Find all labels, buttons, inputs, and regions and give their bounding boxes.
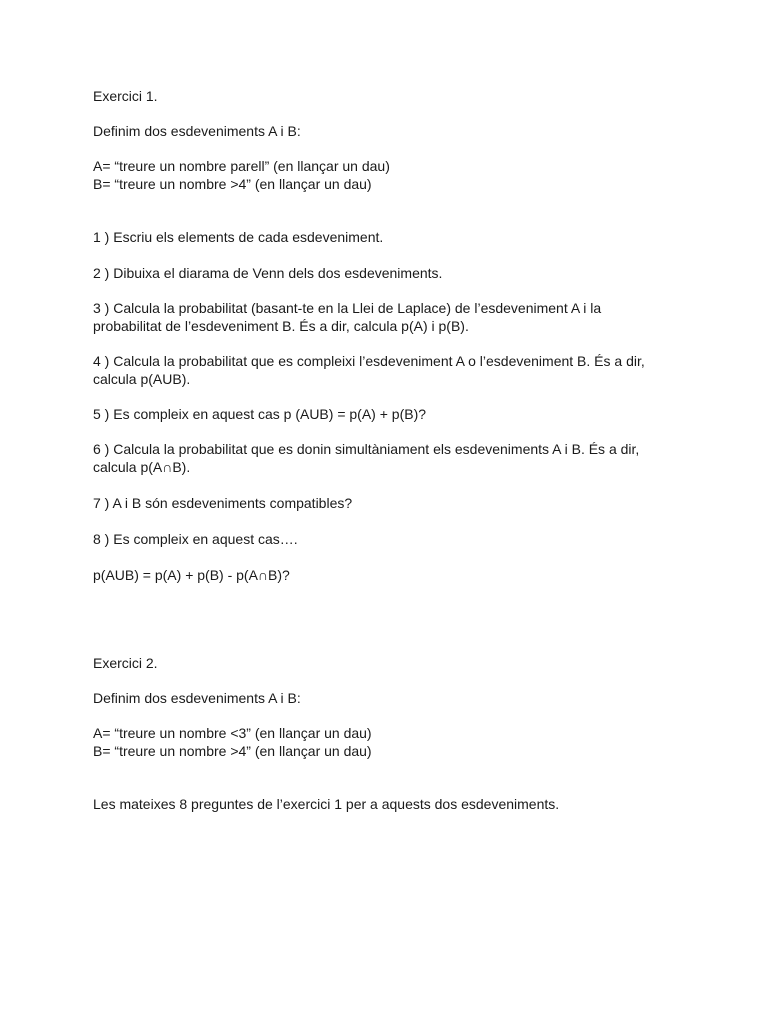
- exercise-2-event-b: B= “treure un nombre >4” (en llançar un dau): [93, 743, 372, 759]
- question-3-line-1: 3 ) Calcula la probabilitat (basant-te en la Llei de Laplace) de l’esdeveniment A i la: [93, 300, 602, 316]
- exercise-2-note: Les mateixes 8 preguntes de l’exercici 1 per a aquests dos esdeveniments.: [93, 796, 560, 812]
- question-8: 8 ) Es compleix en aquest cas….: [93, 531, 298, 547]
- question-2: 2 ) Dibuixa el diarama de Venn dels dos esdeveniments.: [93, 265, 443, 281]
- exercise-1-event-a: A= “treure un nombre parell” (en llançar un dau): [93, 158, 390, 174]
- question-3-line-2: probabilitat de l’esdeveniment B. És a dir, calcula p(A) i p(B).: [93, 318, 469, 334]
- question-6-line-1: 6 ) Calcula la probabilitat que es donin simultàniament els esdeveniments A i B. És a dir,: [93, 441, 640, 457]
- question-6-line-2: calcula p(A∩B).: [93, 459, 191, 475]
- exercise-2-event-a: A= “treure un nombre <3” (en llançar un dau): [93, 725, 372, 741]
- question-1: 1 ) Escriu els elements de cada esdeveniment.: [93, 229, 384, 245]
- exercise-2-intro: Definim dos esdeveniments A i B:: [93, 690, 301, 706]
- exercise-1-event-b: B= “treure un nombre >4” (en llançar un dau): [93, 176, 372, 192]
- exercise-2-title: Exercici 2.: [93, 655, 158, 671]
- question-7: 7 ) A i B són esdeveniments compatibles?: [93, 495, 353, 511]
- question-8-formula: p(AUB) = p(A) + p(B) - p(A∩B)?: [93, 567, 290, 583]
- question-5: 5 ) Es compleix en aquest cas p (AUB) = p(A) + p(B)?: [93, 406, 427, 422]
- question-4-line-2: calcula p(AUB).: [93, 371, 191, 387]
- exercise-1-intro: Definim dos esdeveniments A i B:: [93, 123, 301, 139]
- exercise-1-title: Exercici 1.: [93, 88, 158, 104]
- question-4-line-1: 4 ) Calcula la probabilitat que es compleixi l’esdeveniment A o l’esdeveniment B. És a dir,: [93, 353, 645, 369]
